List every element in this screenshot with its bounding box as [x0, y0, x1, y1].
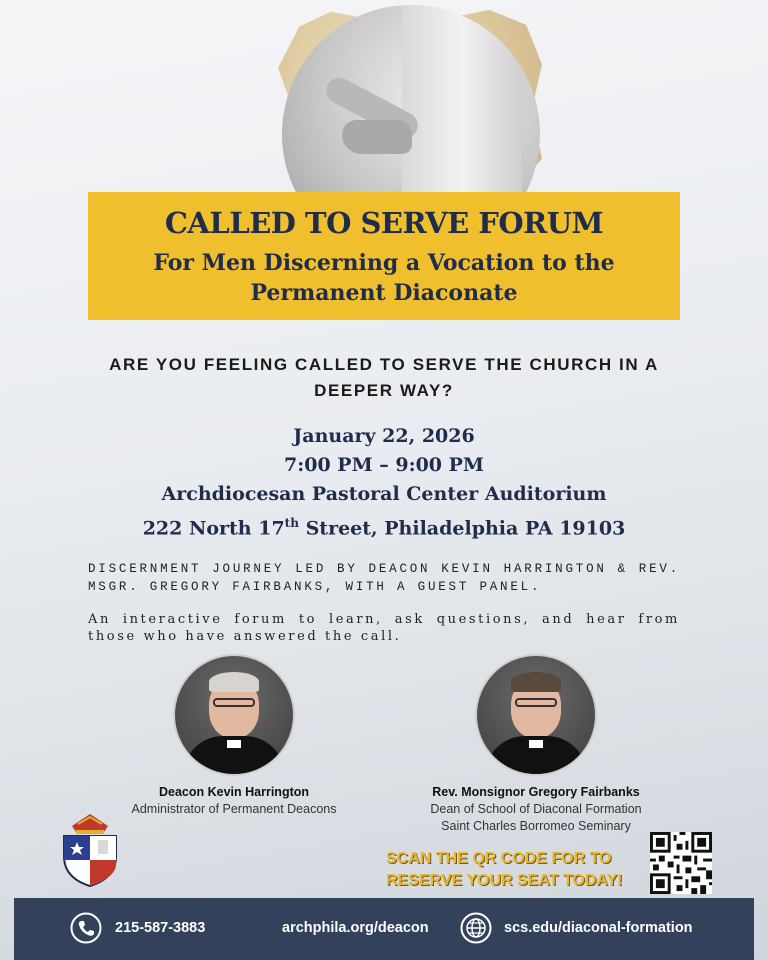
- harrington-portrait: [173, 654, 295, 776]
- event-date: January 22, 2026: [293, 425, 475, 447]
- title-banner: [88, 192, 680, 320]
- scan-qr-callout: SCAN THE QR CODE FOR TO RESERVE YOUR SEAT TODAY!: [386, 850, 623, 889]
- speaker-role: Administrator of Permanent Deacons: [131, 802, 337, 816]
- journey-description: DISCERNMENT JOURNEY LED BY DEACON KEVIN HARRINGTON & REV. MSGR. GREGORY FAIRBANKS, WITH A GUEST PANEL.: [88, 562, 680, 594]
- fairbanks-portrait: [475, 654, 597, 776]
- scs-link[interactable]: scs.edu/diaconal-formation: [504, 920, 693, 936]
- phone-number[interactable]: 215-587-3883: [115, 920, 206, 936]
- qr-code[interactable]: [650, 832, 712, 894]
- speaker-name: Deacon Kevin Harrington: [158, 785, 310, 799]
- speaker-name: Rev. Monsignor Gregory Fairbanks: [432, 785, 640, 799]
- hero-image: [270, 0, 560, 200]
- event-details: [80, 422, 688, 543]
- archphila-link[interactable]: archphila.org/deacon: [282, 920, 429, 936]
- phone-icon: [70, 912, 102, 944]
- speaker-role: Dean of School of Diaconal Formation: [430, 802, 642, 816]
- event-address: 222 North 17th Street, Philadelphia PA 19103: [142, 516, 626, 540]
- forum-title: CALLED TO SERVE FORUM: [164, 206, 604, 240]
- speaker-fairbanks: [386, 654, 686, 835]
- event-venue: Archdiocesan Pastoral Center Auditorium: [161, 483, 607, 505]
- forum-description: An interactive forum to learn, ask questions, and hear from those who have answered the call.: [88, 612, 680, 644]
- calling-question: ARE YOU FEELING CALLED TO SERVE THE CHURCH IN A DEEPER WAY?: [109, 355, 659, 400]
- contact-footer: [14, 898, 754, 960]
- forum-subtitle: For Men Discerning a Vocation to the Permanent Diaconate: [153, 250, 615, 306]
- speaker-harrington: [84, 654, 384, 818]
- speaker-role: Saint Charles Borromeo Seminary: [441, 819, 631, 833]
- archdiocese-crest: [58, 812, 122, 888]
- globe-icon: [460, 912, 492, 944]
- event-time: 7:00 PM – 9:00 PM: [284, 454, 484, 476]
